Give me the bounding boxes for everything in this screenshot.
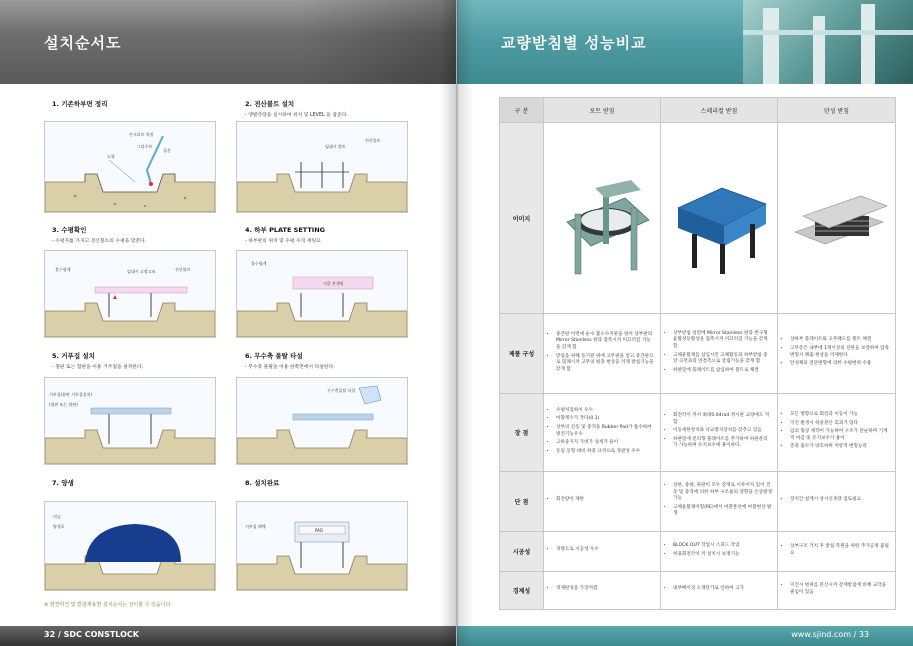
pot-cell: [544, 314, 661, 394]
spherical-cell: [661, 572, 778, 610]
step-3: [52, 225, 222, 244]
diagram-label: 비닐: [53, 514, 61, 519]
step-title: 6. 무수축 몰탈 타설: [245, 352, 303, 360]
diagram-label: 무수축몰탈 타설: [327, 388, 356, 393]
pot-bearing-image: [544, 123, 661, 314]
right-page-title: 교량받침별 성능비교: [501, 34, 647, 52]
left-page-title: 설치순서도: [44, 34, 122, 52]
table-row: [500, 572, 896, 610]
pot-cell: [544, 532, 661, 572]
left-banner: [0, 0, 456, 84]
list-item: • 내부배이징 소재단가로 인하여 고가: [673, 586, 772, 593]
right-banner: [457, 0, 913, 84]
spherical-cell: [661, 532, 778, 572]
step-title: 7. 양생: [52, 479, 74, 487]
diagram-step-8: [236, 501, 408, 591]
row-label: 이미지: [500, 123, 544, 314]
step-desc: - 무수축 몰탈을 이용 한쪽면에서 타설한다.: [245, 365, 335, 370]
diagram-step-3: [44, 250, 216, 338]
website-url: www.sjind.com: [791, 630, 852, 639]
table-row: [500, 532, 896, 572]
elastic-cell: [778, 394, 896, 472]
diagram-label: 전산볼트: [175, 267, 191, 272]
spherical-bearing-image: [661, 123, 778, 314]
list-item: • 지진 발생시 하중분산 효과가 있다: [790, 421, 890, 428]
bridge-photo: [743, 0, 913, 84]
spherical-cell: [661, 394, 778, 472]
list-item: • 받침을 위해 등기판 위에 고무판을 넣고 중간판으로 밀폐시켜 고무의 평충 현상을 억제 받침기능을 갖게 함: [556, 354, 655, 374]
row-label: 경제성: [500, 572, 544, 610]
list-item: • 상부받침 일면에 Mirror Stainless 판과 반구형 윤활성등활상을 접촉시켜 미끄러짐 기능을 갖게 함: [673, 331, 772, 351]
diagram-step-6: [236, 377, 408, 465]
step-7: [52, 478, 222, 487]
step-desc: - 하부판의 위치 및 수평 수직 세팅요: [245, 239, 321, 244]
list-item: • 고무층은 내부에 1개이상의 강판을 보강하여 압축변형시 팽출 현상을 억제한다: [790, 346, 890, 359]
step-title: 3. 수평확인: [52, 226, 87, 234]
diagram-step-5: [44, 377, 216, 465]
list-item: • 허용회전각이 커 설치시 보정기능: [673, 552, 772, 559]
header-cell: 구 분: [500, 98, 544, 123]
comparison-table: [499, 97, 896, 610]
left-page: [0, 0, 456, 646]
step-title: 5. 거푸집 설치: [52, 352, 95, 360]
diagram-label: (철판 또는 합판): [49, 402, 78, 407]
row-label: 시공성: [500, 532, 544, 572]
left-footer: [0, 626, 456, 646]
step-desc: - 철판 또는 합판을 이용 거푸집을 설치한다.: [52, 365, 144, 370]
list-item: • 상부구조 거치 후 받침 복원을 위한 추가공정 불필요: [790, 544, 890, 557]
elastic-cell: [778, 314, 896, 394]
step-title: 4. 하부 PLATE SETTING: [245, 226, 325, 234]
diagram-label: 볼수평계: [55, 267, 71, 272]
list-item: • 고하중지지 가벼가 상세가 용이: [556, 440, 655, 447]
step-desc: - 앵발측량을 실시하여 위치 및 LEVEL 을 잡준다.: [245, 113, 348, 118]
diagram-step-2: [236, 121, 408, 213]
page-number: 32: [44, 630, 56, 639]
step-5: [52, 351, 222, 370]
step-1: [52, 99, 222, 111]
list-item: • 고체윤활제이형(RE)에서 마찰흔선에 마찰현상 발생: [673, 505, 772, 518]
elastic-cell: [778, 532, 896, 572]
list-item: • 회전량이 제한: [556, 497, 655, 504]
right-page-number-line: www.sjind.com / 33: [791, 630, 869, 639]
list-item: • BLOCK OUT 작업시 스피드 작업: [673, 543, 772, 550]
diagram-label: 도형: [107, 154, 115, 159]
diagram-label: 그라우트: [137, 144, 153, 149]
header-cell: 탄성 받침: [778, 98, 896, 123]
page-number: 33: [858, 630, 869, 639]
right-page: [457, 0, 913, 646]
list-item: • 탄성체의 전단변형에 의한 수평변위 수용: [790, 361, 890, 368]
brand-name: SDC CONSTLOCK: [63, 630, 139, 639]
list-item: • 경제판성을 가장저렴: [556, 586, 655, 593]
step-6: [245, 351, 415, 370]
table-header-row: [500, 98, 896, 123]
list-item: • 수평처짐하이 우수: [556, 408, 655, 415]
table-row: [500, 394, 896, 472]
diagram-label: 칠선: [163, 148, 171, 153]
book-gutter-shadow: [440, 0, 474, 646]
diagram-step-4: [236, 250, 408, 338]
diagram-label: 전산볼트: [365, 138, 381, 143]
diagram-label: 양생포: [53, 524, 65, 529]
diagram-label: PAD: [315, 528, 323, 533]
row-label: 제품 구성: [500, 314, 544, 394]
spherical-cell: [661, 472, 778, 532]
row-label: 장 점: [500, 394, 544, 472]
step-desc: - 수평자를 가지고 전산볼트의 수평을 맞춘다.: [52, 239, 147, 244]
elastic-cell: [778, 472, 896, 532]
list-item: • 하판밑에 분리형 플레이트를 추가하여 하판분리가 가능하며 유지보수에 용이하다.: [673, 437, 772, 450]
diagram-label: 볼수평계: [251, 261, 267, 266]
pot-cell: [544, 472, 661, 532]
step-4: [245, 225, 415, 244]
list-item: • 이동세한장치와 낙교방지장치를 갖추고 있음: [673, 428, 772, 435]
list-item: • 장치간 설계시 상시신축량 검토필요: [790, 497, 890, 504]
list-item: • 경량으로 시공성 우수: [556, 547, 655, 554]
diagram-label: 서클 본셋팅: [323, 281, 344, 286]
spherical-cell: [661, 314, 778, 394]
pot-cell: [544, 394, 661, 472]
list-item: • 회전각이 커서 최대0.04rad 정시판 교량에도 적합: [673, 413, 772, 426]
list-item: • 상판, 중판, 하판이 모두 강재로 이루어져 있어 진동 및 충격에 의한 하부 구조물의 영향을 손상발생가능: [673, 483, 772, 503]
diagram-label: 거푸집(합판 거푸집설치): [49, 392, 93, 397]
step-title: 2. 전산볼트 설치: [245, 100, 295, 108]
list-item: • 고체윤활제를 삽입시킨 고체활동과 하부받침 중앙 곡면과의 연결측으로 굴림기능을 갖게 함: [673, 353, 772, 366]
elastic-cell: [778, 572, 896, 610]
footnote: ※ 현장여건 및 받침계용별 설치순서는 상이할 수 있습니다.: [44, 602, 172, 608]
step-8: [245, 478, 415, 487]
pot-cell: [544, 572, 661, 610]
step-title: 1. 기존하부면 정리: [52, 100, 108, 108]
diagram-step-7: [44, 501, 216, 591]
list-item: • 상부의 진동 및 충격을 Rubber Pad가 흡수하여 방진기능우수: [556, 425, 655, 438]
list-item: • 상하부 플레이트와 고무패드를 볼트 체결: [790, 337, 890, 344]
header-cell: 포트 받침: [544, 98, 661, 123]
diagram-label: 거푸집 해체: [245, 524, 266, 529]
left-page-number-line: 32 / SDC CONSTLOCK: [44, 630, 139, 639]
list-item: • 마찰계수가 작다(0.1): [556, 416, 655, 423]
right-footer: [457, 626, 913, 646]
header-cell: 스페리컬 받침: [661, 98, 778, 123]
list-item: • 중간판 이면에 순수 불소수지판을 덮어 상부판의 Mirror Stainless 판과 접촉시켜 미끄러짐 기능을 갖게 함: [556, 332, 655, 352]
row-label: 단 점: [500, 472, 544, 532]
diagram-label: 임대시 볼트: [325, 144, 346, 149]
list-item: • 지진시 변위를 분산시켜 강재받침에 비해 교각을 줄임이 있음: [790, 583, 890, 596]
list-item: • 동일 동형 대비 하중 규격으로 경관성 우수: [556, 449, 655, 456]
table-row-image: [500, 123, 896, 314]
elastic-bearing-image: [778, 123, 896, 314]
diagram-label: 임대시 고정고조: [127, 269, 156, 274]
step-title: 8. 설치완료: [245, 479, 280, 487]
diagram-label: 콘크리트 차볼: [129, 132, 154, 137]
step-2: [245, 99, 415, 118]
list-item: • 층축 흡수가 양호하며 저항적 변형능력: [790, 444, 890, 451]
table-row: [500, 314, 896, 394]
table-row: [500, 472, 896, 532]
list-item: • 하판밑에 플레이트를 삽입하여 볼트로 체결: [673, 368, 772, 375]
list-item: • 임의 형상 제작이 가능하여 구조가 단순하며 기계적 마감 및 유지보수가 용이: [790, 429, 890, 442]
list-item: • 모든 방향으로 회전과 이동이 가능: [790, 412, 890, 419]
diagram-step-1: [44, 121, 216, 213]
